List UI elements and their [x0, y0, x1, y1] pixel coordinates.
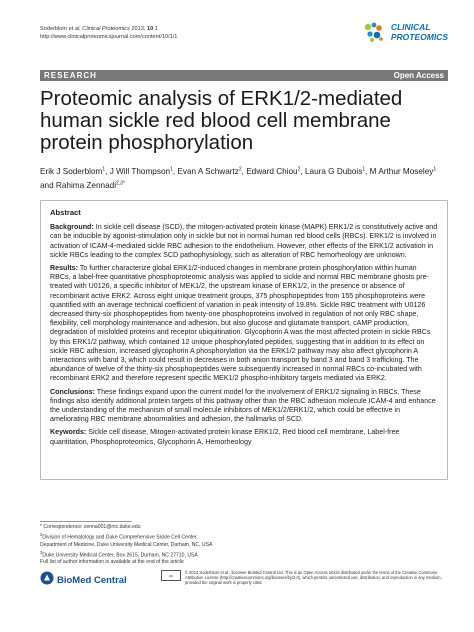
- creative-commons-icon: cc: [161, 570, 181, 581]
- journal-citation-header: [40, 25, 177, 41]
- footnotes: [40, 524, 212, 566]
- abstract-heading: Abstract: [50, 208, 81, 217]
- footnote-divider: [40, 521, 132, 522]
- license-statement: [161, 570, 451, 586]
- biomed-central-wordmark: BioMed Central: [57, 575, 127, 586]
- journal-logo-text: [391, 22, 448, 42]
- citation-page: :1: [153, 26, 158, 32]
- affiliation-3: $^3$Duke University Medical Center, Box 2615, Durham, NC 27710, USA: [40, 549, 198, 559]
- article-title: Proteomic analysis of ERK1/2-mediated human sickle red blood cell membrane protein phosphorylation: [40, 87, 403, 154]
- abstract-keywords: Keywords: Sickle cell disease, Mitogen-activated protein kinase ERK1/2, Red blood cell membrane, Label-free quantitation, Phosphoproteomics, Glycophorin A, Hemorheology: [50, 428, 400, 446]
- citation-line: [40, 25, 177, 33]
- author: Evan A Schwartz$^2$,: [177, 166, 247, 176]
- author: and Rahima Zennadi$^{2,3*}$: [40, 180, 125, 191]
- logo-line-2: PROTEOMICS: [390, 32, 448, 42]
- citation-author: Soderblom: [40, 26, 69, 32]
- author: Edward Chiou$^2$,: [246, 166, 305, 176]
- author: M Arthur Moseley$^1$: [369, 166, 437, 176]
- section-label: RESEARCH: [44, 71, 97, 80]
- affiliation-2-cont: Department of Medicine, Duke University Medical Center, Durham, NC, USA: [40, 541, 213, 548]
- biomed-central-logo: [40, 571, 127, 590]
- journal-logo: [362, 20, 448, 44]
- abstract-results: Results: To further characterize global ERK1/2-induced changes in membrane protein phosphorylation within human RBCs, a label-free quantitative phosphoproteomic analysis was applied to sickle and normal RBC membrane ghosts pre-treated with U0126, a specific inhibitor of MEK1/2, the upstream kinase of ERK1/2, in the presence or absence of recombinant active ERK2. Across eight unique treatment groups, 375 phosphopeptides from 155 phosphoproteins were quantified with an average technical coefficient of variation in peak intensity of 19.8%. Sickle RBC treatment with U0126 decreased thirty-six phosphopeptides from twenty-one phosphoproteins involved in regulation of not only RBC shape, flexibility, cell morphology maintenance and adhesion, but also glucose and glutamate transport, cAMP production, degradation of misfolded proteins and receptor ubiquitination. Glycophorin A was the most affected protein in sickle RBCs by this ERK1/2 pathway, which contained 12 unique phosphorylated peptides, suggesting that in addition to its effect on sickle RBC adhesion, increased glycophorin A phosphorylation via the ERK1/2 pathway may also affect glycophorin A interactions with band 3, which could result in decreases in both anion transport by band 3 and band 3 trafficking. The abundance of twelve of the thirty-six phosphopeptides were subsequently increased in normal RBCs co-incubated with recombinant ERK2 and therefore represent specific MEK1/2 phospho-inhibitory targets mediated via ERK2.: [50, 264, 431, 383]
- abstract-background: Background: In sickle cell disease (SCD), the mitogen-activated protein kinase (MAPK) ERK1/2 is constitutively active and can be inducible by agonist-stimulation only in sickle but not in normal human red blood cells (RBCs). ERK1/2 is involved in activation of ICAM-4-mediated sickle RBC adhesion to the endothelium. However, other effects of the ERK1/2 activation in sickle RBCs leading to the complex SCD pathophysiology, such as alteration of RBC hemorheology are unknown.: [50, 223, 438, 259]
- correspondence: * Correspondence: zenna001@mc.duke.edu: [40, 524, 141, 530]
- clinical-proteomics-logo-icon: [362, 20, 386, 44]
- logo-line-1: CLINICAL: [390, 22, 431, 32]
- section-banner: [40, 70, 448, 81]
- article-url[interactable]: http://www.clinicalproteomicsjournal.com/content/10/1/1: [40, 34, 178, 40]
- biomed-central-emblem-icon: [40, 571, 54, 590]
- open-access-label: Open Access: [393, 71, 444, 80]
- author-info-note: Full list of author information is available at the end of the article: [40, 559, 184, 566]
- citation-volume: 10: [146, 26, 154, 32]
- affiliation-2: $^2$Division of Hematology and Duke Comprehensive Sickle Cell Center,: [40, 532, 198, 541]
- citation-year: 2013,: [129, 26, 147, 32]
- citation-journal: et al. Clinical Proteomics: [68, 26, 130, 32]
- author: Erik J Soderblom$^1$,: [40, 166, 110, 176]
- license-text: © 2013 Soderblom et al.; licensee BioMed Central Ltd. This is an Open Access article distributed under the terms of the Creative Commons Attribution License (http://creativecommons.org/licenses/by/2.0), which permits unrestricted use, distribution, and reproduction in any medium, provided the original work is properly cited.: [185, 570, 442, 586]
- author: J Will Thompson$^1$,: [109, 166, 178, 176]
- author: Laura G Dubois$^1$,: [304, 166, 370, 176]
- abstract-box: [40, 200, 448, 480]
- abstract-conclusions: Conclusions: These findings expand upon the current model for the involvement of ERK1/2 signaling in RBCs. These findings also identify additional protein targets of this pathway other than the RBC adhesion molecule ICAM-4 and enhance the understanding of the mechanism of small molecule inhibitors of MEK1/2/ERK1/2, which could be effective in ameliorating RBC membrane abnormalities and adhesion, the hallmarks of SCD.: [50, 387, 436, 424]
- author-list: [40, 163, 450, 192]
